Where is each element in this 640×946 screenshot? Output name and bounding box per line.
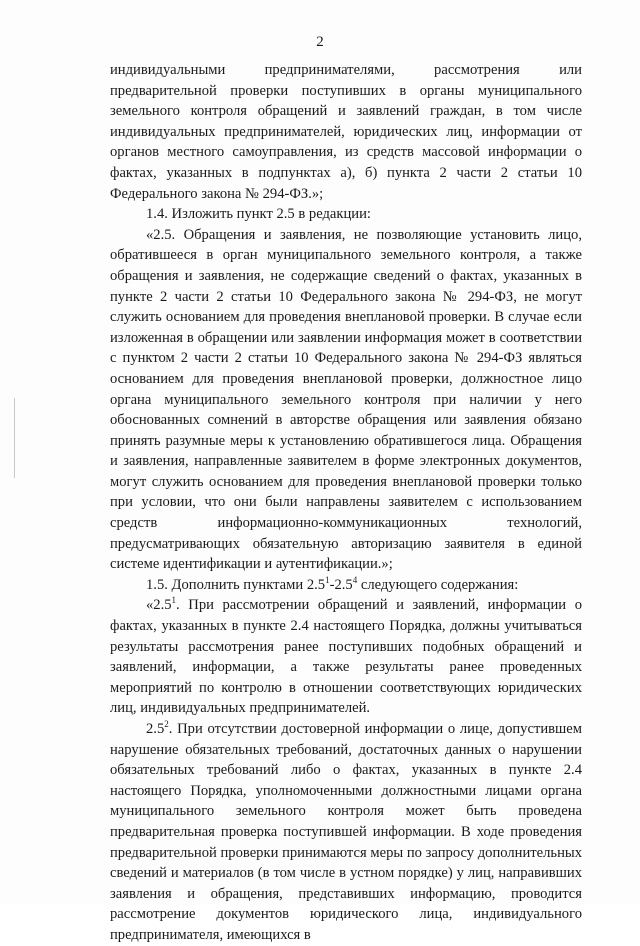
superscript-index: 2	[164, 719, 169, 730]
paragraph-p-2-5-2	[110, 719, 582, 946]
paragraph-text: «2.5. Обращения и заявления, не позволяющие установить лицо, обратившееся в орган муниципального земельного контроля, а также обращения и заявления, не содержащие сведений о фактах, указанных в пункте 2 части 2 статьи 10 Федерального закона № 294-ФЗ, не могут служить основанием для проведения внеплановой проверки. В случае если изложенная в обращении или заявлении информация может в соответствии с пунктом 2 части 2 статьи 10 Федерального закона № 294-ФЗ являться основанием для проведения внеплановой проверки, должностное лицо органа муниципального земельного контроля при наличии у него обоснованных сомнений в авторстве обращения или заявления обязано принять разумные меры к установлению обратившегося лица. Обращения и заявления, направленные заявителем в форме электронных документов, могут служить основанием для проведения внеплановой проверки только при условии, что они были направлены заявителем с использованием средств информационно-коммуникационных технологий, предусматривающих обязательную авторизацию заявителя в единой системе идентификации и аутентификации.»;	[110, 226, 582, 573]
page-number: 2	[316, 34, 324, 50]
scan-margin-mark	[14, 398, 15, 478]
paragraph-p-cont	[110, 60, 582, 204]
superscript-index: 1	[325, 574, 330, 585]
paragraph-text: 1.5. Дополнить пунктами 2.5	[146, 576, 326, 593]
paragraph-text: . При отсутствии достоверной информации о лице, допустившем нарушение обязательных требований, достаточных данных о нарушении обязательных требований либо о фактах, указанных в пункте 2.4 настоящего Порядка, уполномоченными должностными лицами органа муниципального земельного контроля может быть проведена предварительная проверка поступившей информации. В ходе проведения предварительной проверки принимаются меры по запросу дополнительных сведений и материалов (в том числе в устном порядке) у лиц, направивших заявления и обращения, представивших информацию, проводится рассмотрение документов юридического лица, индивидуального предпринимателя, имеющихся в	[110, 721, 582, 943]
paragraph-text: 2.5	[146, 721, 165, 737]
paragraph-text: индивидуальными предпринимателями, рассмотрения или предварительной проверки поступивших в органы муниципального земельного контроля обращений и заявлений граждан, в том числе индивидуальных предпринимателей, юридических лиц, информации от органов местного самоуправления, из средств массовой информации о фактах, указанных в подпунктах а), б) пункта 2 части 2 статьи 10 Федерального закона № 294-ФЗ.»;	[110, 62, 582, 202]
superscript-index: 4	[352, 574, 358, 585]
paragraph-text: . При рассмотрении обращений и заявлений, информации о фактах, указанных в пункте 2.4 настоящего Порядка, должны учитываться результаты рассмотрения ранее поступивших подобных обращений и заявлений, информации, а также результаты ранее проведенных мероприятий по контролю в отношении соответствующих юридических лиц, индивидуальных предпринимателей.	[110, 597, 582, 717]
paragraph-p-1-5	[110, 575, 582, 596]
paragraph-text: «2.5	[146, 597, 172, 614]
paragraph-text: следующего содержания:	[357, 576, 519, 593]
paragraph-p-2-5-1	[110, 595, 582, 719]
paragraph-text: -2.5	[329, 576, 353, 593]
superscript-index: 1	[171, 595, 177, 606]
paragraph-p-2-5	[110, 225, 582, 575]
document-body	[110, 60, 582, 946]
paragraph-p-1-4	[110, 204, 582, 225]
paragraph-text: 1.4. Изложить пункт 2.5 в редакции:	[146, 206, 371, 223]
